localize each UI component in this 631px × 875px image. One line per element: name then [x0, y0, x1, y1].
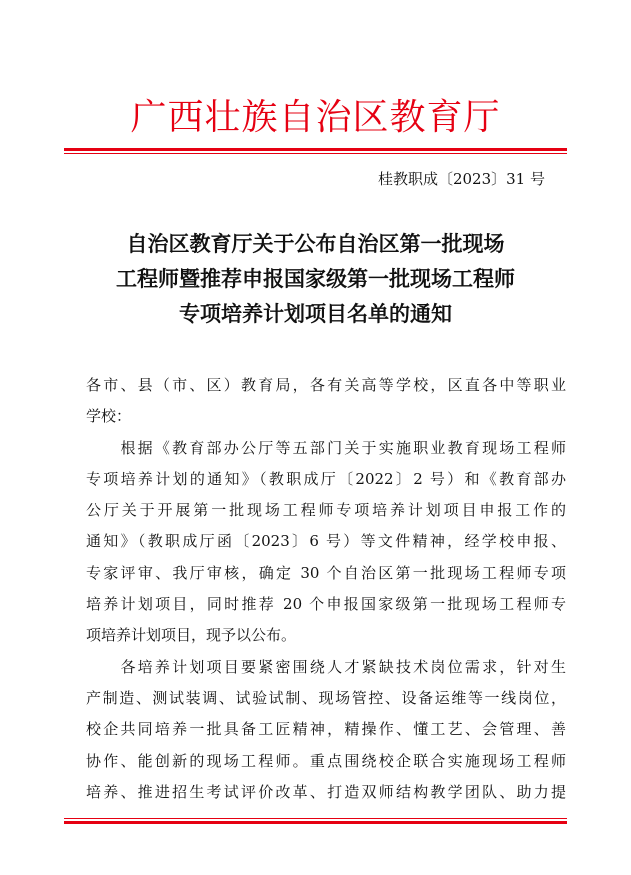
- notice-title-line: 工程师暨推荐申报国家级第一批现场工程师: [116, 266, 515, 291]
- salutation-line: 各市、县（市、区）教育局，各有关高等学校，区直各中等职业: [86, 376, 566, 394]
- footer-red-rule-thin: [64, 818, 567, 819]
- issuer-header: 广西壮族自治区教育厅: [130, 97, 501, 138]
- paragraph-line: 专项培养计划的通知》（教职成厅〔2022〕2 号）和《教育部办: [86, 469, 566, 488]
- notice-title-line: 自治区教育厅关于公布自治区第一批现场: [126, 231, 505, 256]
- notice-title-line: 专项培养计划项目名单的通知: [179, 301, 452, 326]
- paragraph-line: 项培养计划项目，现予以公布。: [86, 626, 297, 645]
- paragraph-line: 根据《教育部办公厅等五部门关于实施职业教育现场工程师: [86, 438, 566, 457]
- notice-body: [86, 370, 566, 808]
- header-red-rule-thick: [64, 148, 567, 151]
- paragraph-line: 公厅关于开展第一批现场工程师专项培养计划项目申报工作的: [86, 501, 566, 520]
- paragraph-line: 通知》（教职成厅函〔2023〕6 号）等文件精神，经学校申报、: [86, 532, 566, 551]
- paragraph-line: 各培养计划项目要紧密围绕人才紧缺技术岗位需求，针对生: [86, 657, 566, 676]
- notice-title: [0, 226, 631, 331]
- paragraph-line: 校企共同培养一批具备工匠精神，精操作、懂工艺、会管理、善: [86, 720, 566, 739]
- footer-red-rule-thick: [64, 821, 567, 824]
- document-number: 桂教职成〔2023〕31 号: [377, 170, 545, 188]
- salutation-line: 学校：: [86, 407, 132, 426]
- paragraph-line: 专家评审、我厅审核，确定 30 个自治区第一批现场工程师专项: [86, 563, 566, 582]
- paragraph-line: 产制造、测试装调、试验试制、现场管控、设备运维等一线岗位，: [86, 688, 566, 707]
- paragraph-line: 培养计划项目，同时推荐 20 个申报国家级第一批现场工程师专: [86, 595, 566, 614]
- header-red-rule-thin: [64, 153, 567, 154]
- paragraph-line: 协作、能创新的现场工程师。重点围绕校企联合实施现场工程师: [86, 751, 566, 770]
- paragraph-line: 培养、推进招生考试评价改革、打造双师结构教学团队、助力提: [86, 782, 566, 801]
